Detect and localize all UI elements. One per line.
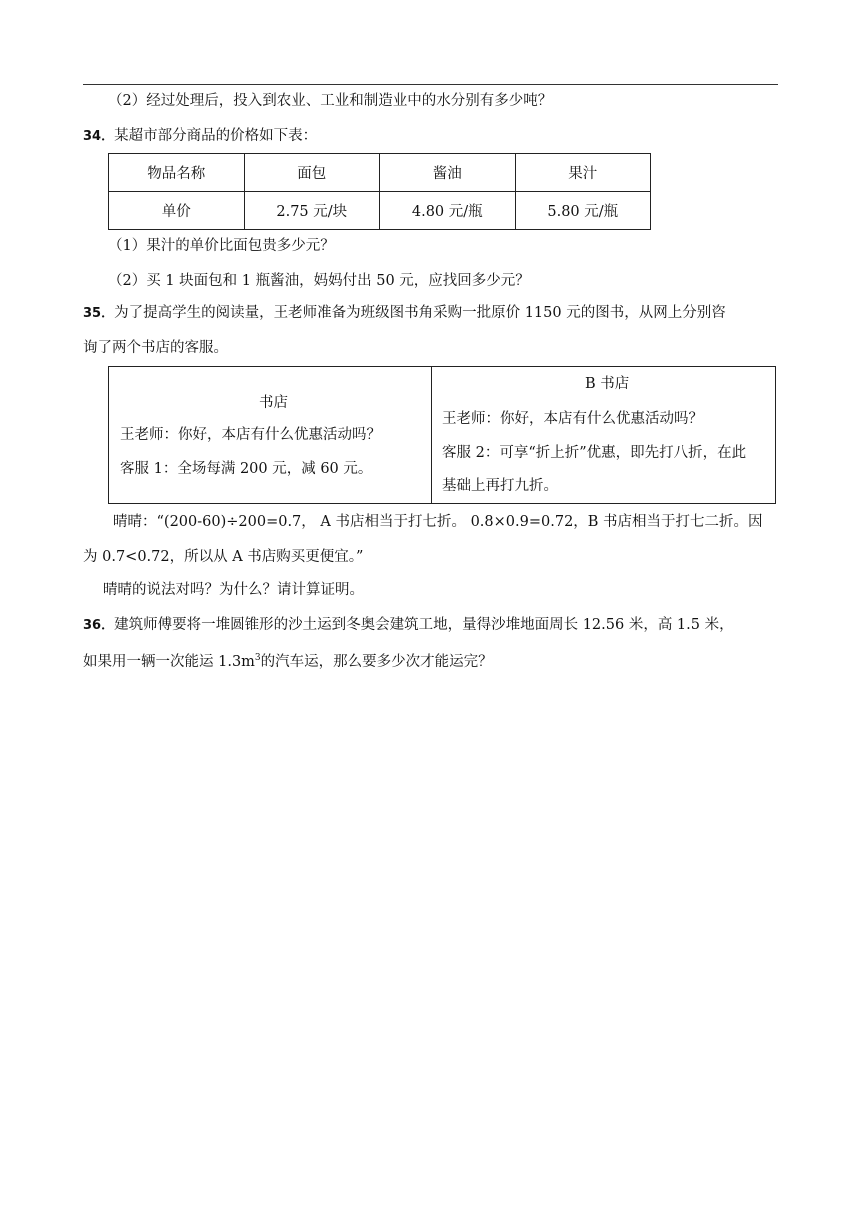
q36-number: 36． — [83, 618, 115, 633]
bookstore-a-line2: 客服 1：全场每满 200 元，减 60 元。 — [120, 461, 373, 477]
price-table-soy-sauce-price: 4.80 元/瓶 — [380, 192, 516, 230]
bookstore-b-line3: 基础上再打九折。 — [442, 478, 558, 494]
bookstore-a-line1: 王老师：你好，本店有什么优惠活动吗？ — [120, 427, 381, 443]
q34-stem-text: 某超市部分商品的价格如下表： — [114, 128, 318, 144]
q34-sub2: （2）买 1 块面包和 1 瓶酱油，妈妈付出 50 元，应找回多少元？ — [108, 273, 530, 289]
price-table-header-juice: 果汁 — [515, 154, 651, 192]
q34-stem — [83, 126, 317, 147]
q36-line1 — [83, 615, 734, 636]
price-table-header-soy-sauce: 酱油 — [380, 154, 516, 192]
bookstore-a-box — [109, 367, 432, 503]
q34-number: 34． — [83, 129, 115, 144]
bookstore-a-title: 书店 — [259, 395, 288, 411]
q35-stem-text: 为了提高学生的阅读量，王老师准备为班级图书角采购一批原价 1150 元的图书，从网上分别咨 — [114, 305, 726, 321]
q36-cubic-superscript: 3 — [254, 653, 261, 663]
q36-line2-pre: 如果用一辆一次能运 1.3m — [83, 653, 255, 670]
q36-line2-post: 的汽车运，那么要多少次才能运完？ — [260, 653, 493, 670]
price-table-header-row — [109, 154, 651, 192]
q35-number: 35． — [83, 306, 115, 321]
bookstore-b-box — [432, 367, 775, 503]
bookstore-b-line1: 王老师：你好，本店有什么优惠活动吗？ — [442, 411, 703, 427]
q35-stem-line2: 询了两个书店的客服。 — [83, 340, 228, 356]
bookstore-b-title: B 书店 — [585, 376, 630, 392]
q35-quote-line1: 晴晴：“(200-60)÷200=0.7， A 书店相当于打七折。 0.8×0.9=0.72，B 书店相当于打七二折。因 — [113, 514, 763, 530]
q33-sub2: （2）经过处理后，投入到农业、工业和制造业中的水分别有多少吨？ — [108, 93, 553, 109]
q36-line1-text: 建筑师傅要将一堆圆锥形的沙土运到冬奥会建筑工地，量得沙堆地面周长 12.56 米，高 1.5 米， — [114, 617, 734, 633]
q35-quote-line2: 为 0.7<0.72，所以从 A 书店购买更便宜。” — [83, 549, 364, 565]
bookstore-chat-boxes — [108, 366, 776, 504]
price-table-unit-price-label: 单价 — [109, 192, 245, 230]
price-table — [108, 153, 651, 230]
price-table-price-row — [109, 192, 651, 230]
q35-stem-line1 — [83, 303, 726, 324]
q36-line2 — [83, 648, 493, 672]
price-table-header-bread: 面包 — [244, 154, 380, 192]
q35-question: 晴晴的说法对吗？为什么？请计算证明。 — [103, 582, 364, 598]
q34-sub1: （1）果汁的单价比面包贵多少元？ — [108, 238, 335, 254]
price-table-bread-price: 2.75 元/块 — [244, 192, 380, 230]
price-table-header-item: 物品名称 — [109, 154, 245, 192]
price-table-juice-price: 5.80 元/瓶 — [515, 192, 651, 230]
bookstore-b-line2: 客服 2：可享“折上折”优惠，即先打八折，在此 — [442, 445, 747, 461]
header-rule — [83, 84, 778, 85]
